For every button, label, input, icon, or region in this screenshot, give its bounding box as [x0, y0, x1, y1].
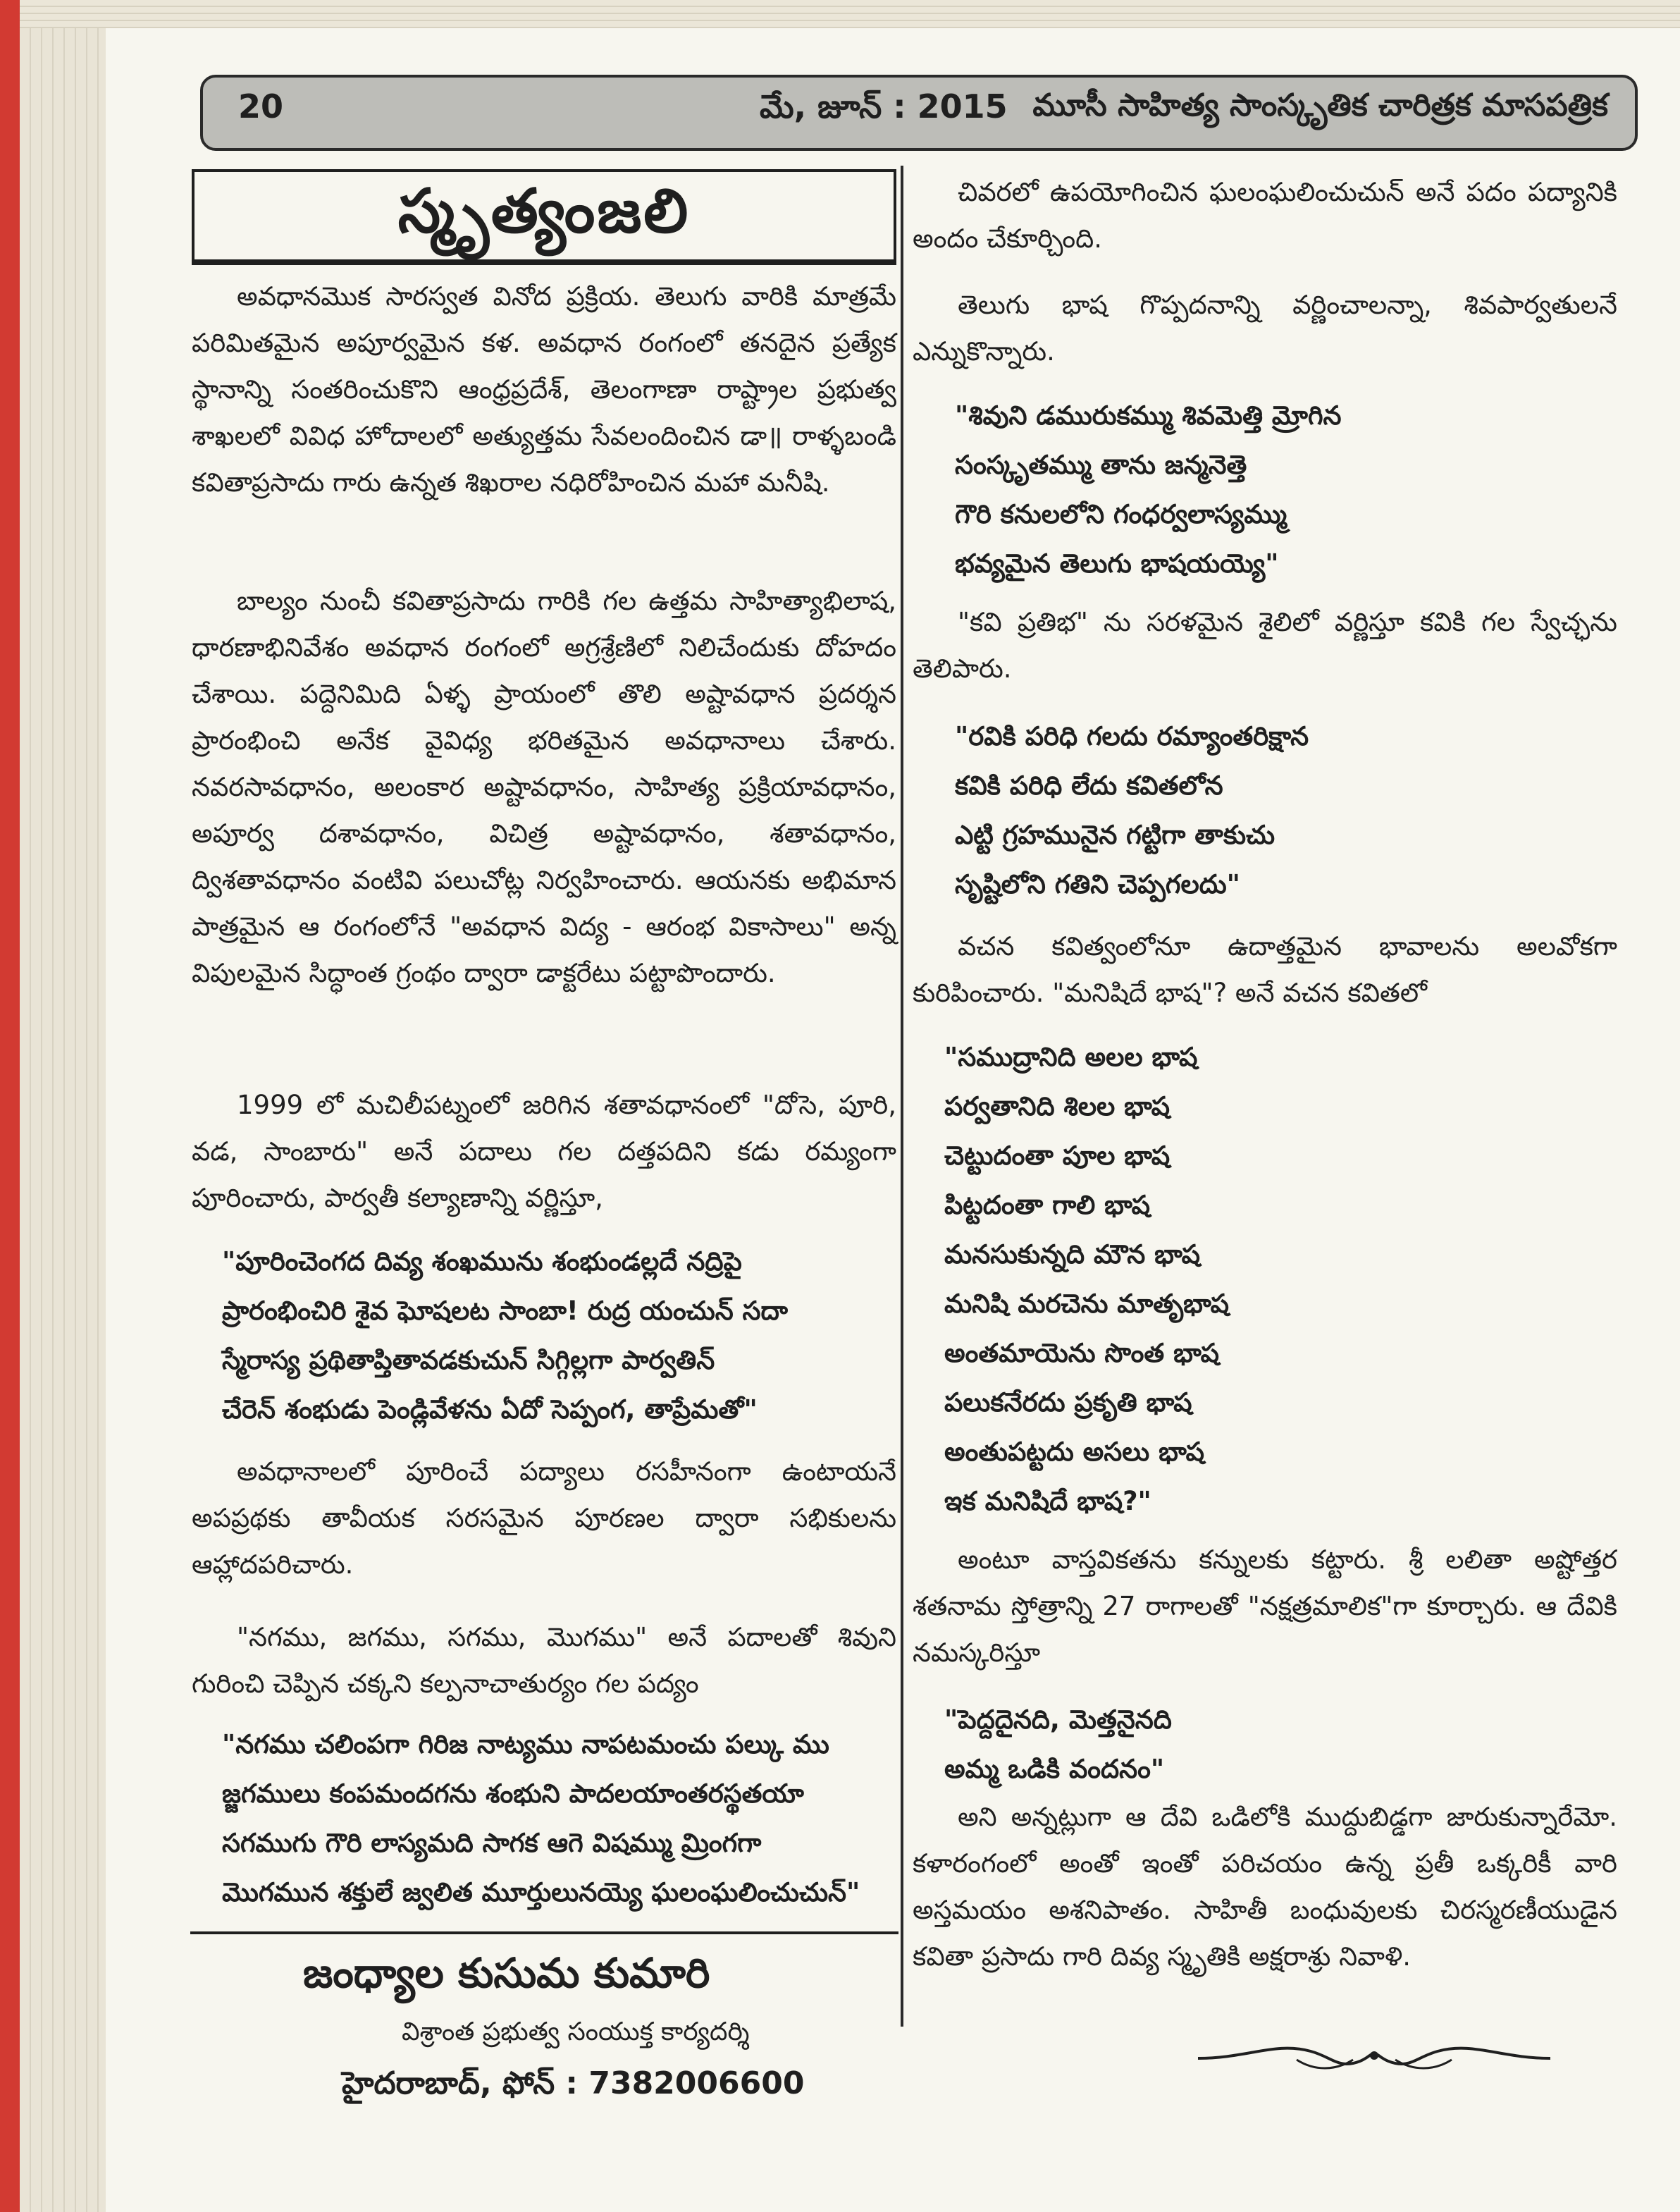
left-paragraph-2-text: బాల్యం నుంచీ కవితాప్రసాదు గారికి గల ఉత్తమ సాహిత్యాభిలాష, ధారణాభినివేశం అవధాన రంగంలో అగ్రశ్రేణిలో నిలిచేందుకు దోహదం చేశాయి. పద్దెనిమిది ఏళ్ళ ప్రాయంలో తొలి అష్టావధాన ప్రదర్శన ప్రారంభించి అనేక వైవిధ్య భరితమైన అవధానాలు చేశారు. నవరసావధానం, అలంకార అష్టావధానం, సాహిత్య ప్రక్రియావధానం, అపూర్వ దశావధానం, విచిత్ర అష్టావధానం, శతావధానం, ద్విశతావధానం వంటివి పలుచోట్ల నిర్వహించారు. ఆయనకు అభిమాన పాత్రమైన ఆ రంగంలోనే "అవధాన విద్య - ఆరంభ వికాసాలు" అన్న విపులమైన సిద్ధాంత గ్రంథం ద్వారా డాక్టరేటు పట్టాపొందారు. — [192, 586, 896, 988]
signature-rule — [190, 1931, 898, 1934]
verse-line: ఎట్టి గ్రహమునైన గట్టిగా తాకుచు — [955, 820, 1276, 850]
verse-line: అంతుపట్టదు అసలు భాష — [944, 1437, 1205, 1467]
right-verse-3 — [944, 1033, 1229, 1526]
right-paragraph-2 — [913, 282, 1617, 375]
left-verse-1 — [222, 1237, 788, 1434]
author-designation: విశ్రాంత ప్రభుత్వ సంయుక్త కార్యదర్శి — [402, 2017, 750, 2046]
right-paragraph-6-text: అని అన్నట్లుగా ఆ దేవి ఒడిలోకి ముద్దుబిడ్డగా జారుకున్నారేమో. కళారంగంలో అంతో ఇంతో పరిచయం ఉన్న ప్రతీ ఒక్కరికీ వారి అస్తమయం అశనిపాతం. సాహితీ బంధువులకు చిరస్మరణీయుడైన కవితా ప్రసాదు గారి దివ్య స్మృతికి అక్షరాశ్రు నివాళి. — [913, 1802, 1617, 1972]
verse-line: పలుకనేరదు ప్రకృతి భాష — [944, 1387, 1192, 1418]
author-location-phone: హైదరాబాద్, ఫోన్ : 7382006600 — [342, 2065, 805, 2101]
left-verse-2 — [222, 1720, 860, 1917]
verse-line: "సముద్రానిది అలల భాష — [944, 1042, 1198, 1072]
verse-line: అమ్మ ఒడికి వందనం" — [944, 1754, 1165, 1784]
verse-line: మనిషి మరచెను మాతృభాష — [944, 1289, 1229, 1319]
left-paragraph-1-text: అవధానమొక సారస్వత వినోద ప్రక్రియ. తెలుగు వారికి మాత్రమే పరిమితమైన అపూర్వమైన కళ. అవధాన రంగంలో తనదైన ప్రత్యేక స్థానాన్ని సంతరించుకొని ఆంధ్రప్రదేశ్, తెలంగాణా రాష్ట్రాల ప్రభుత్వ శాఖలలో వివిధ హోదాలలో అత్యుత్తమ సేవలందించిన డా॥ రాళ్ళబండి కవితాప్రసాదు గారు ఉన్నత శిఖరాల నధిరోహించిన మహా మనీషి. — [192, 281, 896, 498]
left-paragraph-4 — [192, 1449, 896, 1588]
verse-line: అంతమాయెను సొంత భాష — [944, 1338, 1219, 1368]
article-title: స్మృత్యంజలి — [397, 176, 691, 247]
verse-line: సృష్టిలోని గతిని చెప్పగలదు" — [955, 869, 1240, 899]
left-paragraph-1 — [192, 274, 896, 506]
verse-line: జ్జగములు కంపమందగను శంభుని పాదలయాంతరస్థతయా — [222, 1778, 804, 1809]
verse-line: మొగమున శక్తులే జ్వలిత మూర్తులునయ్యె ఘలంఘలించుచున్" — [222, 1877, 860, 1907]
right-verse-2 — [955, 712, 1309, 909]
title-rule — [192, 262, 896, 265]
left-paragraph-4-text: అవధానాలలో పూరించే పద్యాలు రసహీనంగా ఉంటాయనే అపప్రథకు తావీయక సరసమైన పూరణల ద్వారా సభికులను ఆహ్లాదపరిచారు. — [192, 1456, 896, 1580]
page-number: 20 — [238, 87, 284, 125]
right-paragraph-5-text: అంటూ వాస్తవికతను కన్నులకు కట్టారు. శ్రీ లలితా అష్టోత్తర శతనామ స్తోత్రాన్ని 27 రాగాలతో "నక్షత్రమాలిక"గా కూర్చారు. ఆ దేవికి నమస్కరిస్తూ — [913, 1544, 1617, 1668]
right-verse-1 — [955, 391, 1342, 589]
verse-line: ఇక మనిషిదే భాష?" — [944, 1486, 1151, 1516]
right-paragraph-4-text: వచన కవిత్వంలోనూ ఉదాత్తమైన భావాలను అలవోకగా కురిపించారు. "మనిషిదే భాష"? అనే వచన కవితలో — [913, 931, 1617, 1008]
verse-line: చెట్టుదంతా పూల భాష — [944, 1141, 1171, 1171]
author-name: జంధ్యాల కుసుమ కుమారి — [303, 1949, 710, 1997]
right-paragraph-5 — [913, 1537, 1617, 1676]
right-paragraph-1-text: చివరలో ఉపయోగించిన ఘలంఘలించుచున్ అనే పదం పద్యానికి అందం చేకూర్చింది. — [913, 177, 1617, 254]
verse-line: పర్వతానిది శిలల భాష — [944, 1091, 1171, 1122]
page-edge-top — [20, 0, 1680, 28]
article-title-box — [192, 169, 896, 262]
right-paragraph-6 — [913, 1794, 1617, 1980]
right-verse-4 — [944, 1695, 1172, 1794]
left-paragraph-3 — [192, 1082, 896, 1222]
verse-line: సగముగు గౌరి లాస్యమది సాగక ఆగె విషమ్ము మ్రింగగా — [222, 1828, 762, 1858]
verse-line: కవికి పరిధి లేదు కవితలోన — [955, 770, 1223, 801]
left-paragraph-5 — [192, 1614, 896, 1707]
ornament-divider-icon — [1191, 2036, 1557, 2078]
issue-date: మే, జూన్ : 2015 — [760, 87, 1008, 125]
verse-line: "రవికి పరిధి గలదు రమ్యాంతరిక్షాన — [955, 721, 1309, 751]
verse-line: చేరెన్ శంభుడు పెండ్లివేళను ఏదో సెప్పంగ, తాప్రేమతో" — [222, 1394, 758, 1425]
left-paragraph-3-text: 1999 లో మచిలీపట్నంలో జరిగిన శతావధానంలో "దోసె, పూరి, వడ, సాంబారు" అనే పదాలు గల దత్తపదిని కడు రమ్యంగా పూరించారు, పార్వతీ కల్యాణాన్ని వర్ణిస్తూ, — [192, 1090, 896, 1213]
right-paragraph-1 — [913, 169, 1617, 262]
right-paragraph-3-text: "కవి ప్రతిభ" ను సరళమైన శైలిలో వర్ణిస్తూ కవికి గల స్వేచ్ఛను తెలిపారు. — [913, 607, 1617, 684]
verse-line: "పూరించెంగద దివ్య శంఖమును శంభుండల్లదే నద్రిపై — [222, 1246, 742, 1277]
header-bar — [200, 75, 1638, 151]
verse-line: ప్రారంభించిరి శైవ ఘోషలట సాంబా! రుద్ర యంచున్ సదా — [222, 1296, 789, 1326]
verse-line: గౌరి కనులలోని గంధర్వలాస్యమ్ము — [955, 499, 1287, 529]
page-edge-red — [0, 0, 20, 2212]
verse-line: భవ్యమైన తెలుగు భాషయయ్యె" — [955, 548, 1279, 579]
right-paragraph-2-text: తెలుగు భాష గొప్పదనాన్ని వర్ణించాలన్నా, శివపార్వతులనే ఎన్నుకొన్నారు. — [913, 290, 1617, 367]
column-divider — [901, 166, 903, 2027]
magazine-name: మూసీ సాహిత్య సాంస్కృతిక చారిత్రక మాసపత్రిక — [1032, 87, 1608, 123]
verse-line: "శివుని డమురుకమ్ము శివమెత్తి మ్రోగిన — [955, 400, 1342, 431]
verse-line: సంస్కృతమ్ము తాను జన్మనెత్తె — [955, 450, 1247, 480]
verse-line: పిట్టదంతా గాలి భాష — [944, 1190, 1151, 1220]
left-paragraph-5-text: "నగము, జగము, సగము, మొగము" అనే పదాలతో శివుని గురించి చెప్పిన చక్కని కల్పనాచాతుర్యం గల పద్యం — [192, 1622, 896, 1699]
right-paragraph-4 — [913, 923, 1617, 1016]
verse-line: "నగము చలింపగా గిరిజ నాట్యము నాపటమంచు పల్కు ము — [222, 1729, 829, 1759]
verse-line: "పెద్దదైనది, మెత్తనైనది — [944, 1704, 1172, 1735]
verse-line: మనసుకున్నది మౌన భాష — [944, 1239, 1201, 1270]
verse-line: స్మేరాస్య ప్రథితాప్తితావడకుచున్ సిగ్గిల్లగా పార్వతిన్ — [222, 1345, 715, 1375]
right-paragraph-3 — [913, 599, 1617, 692]
left-paragraph-2 — [192, 578, 896, 997]
